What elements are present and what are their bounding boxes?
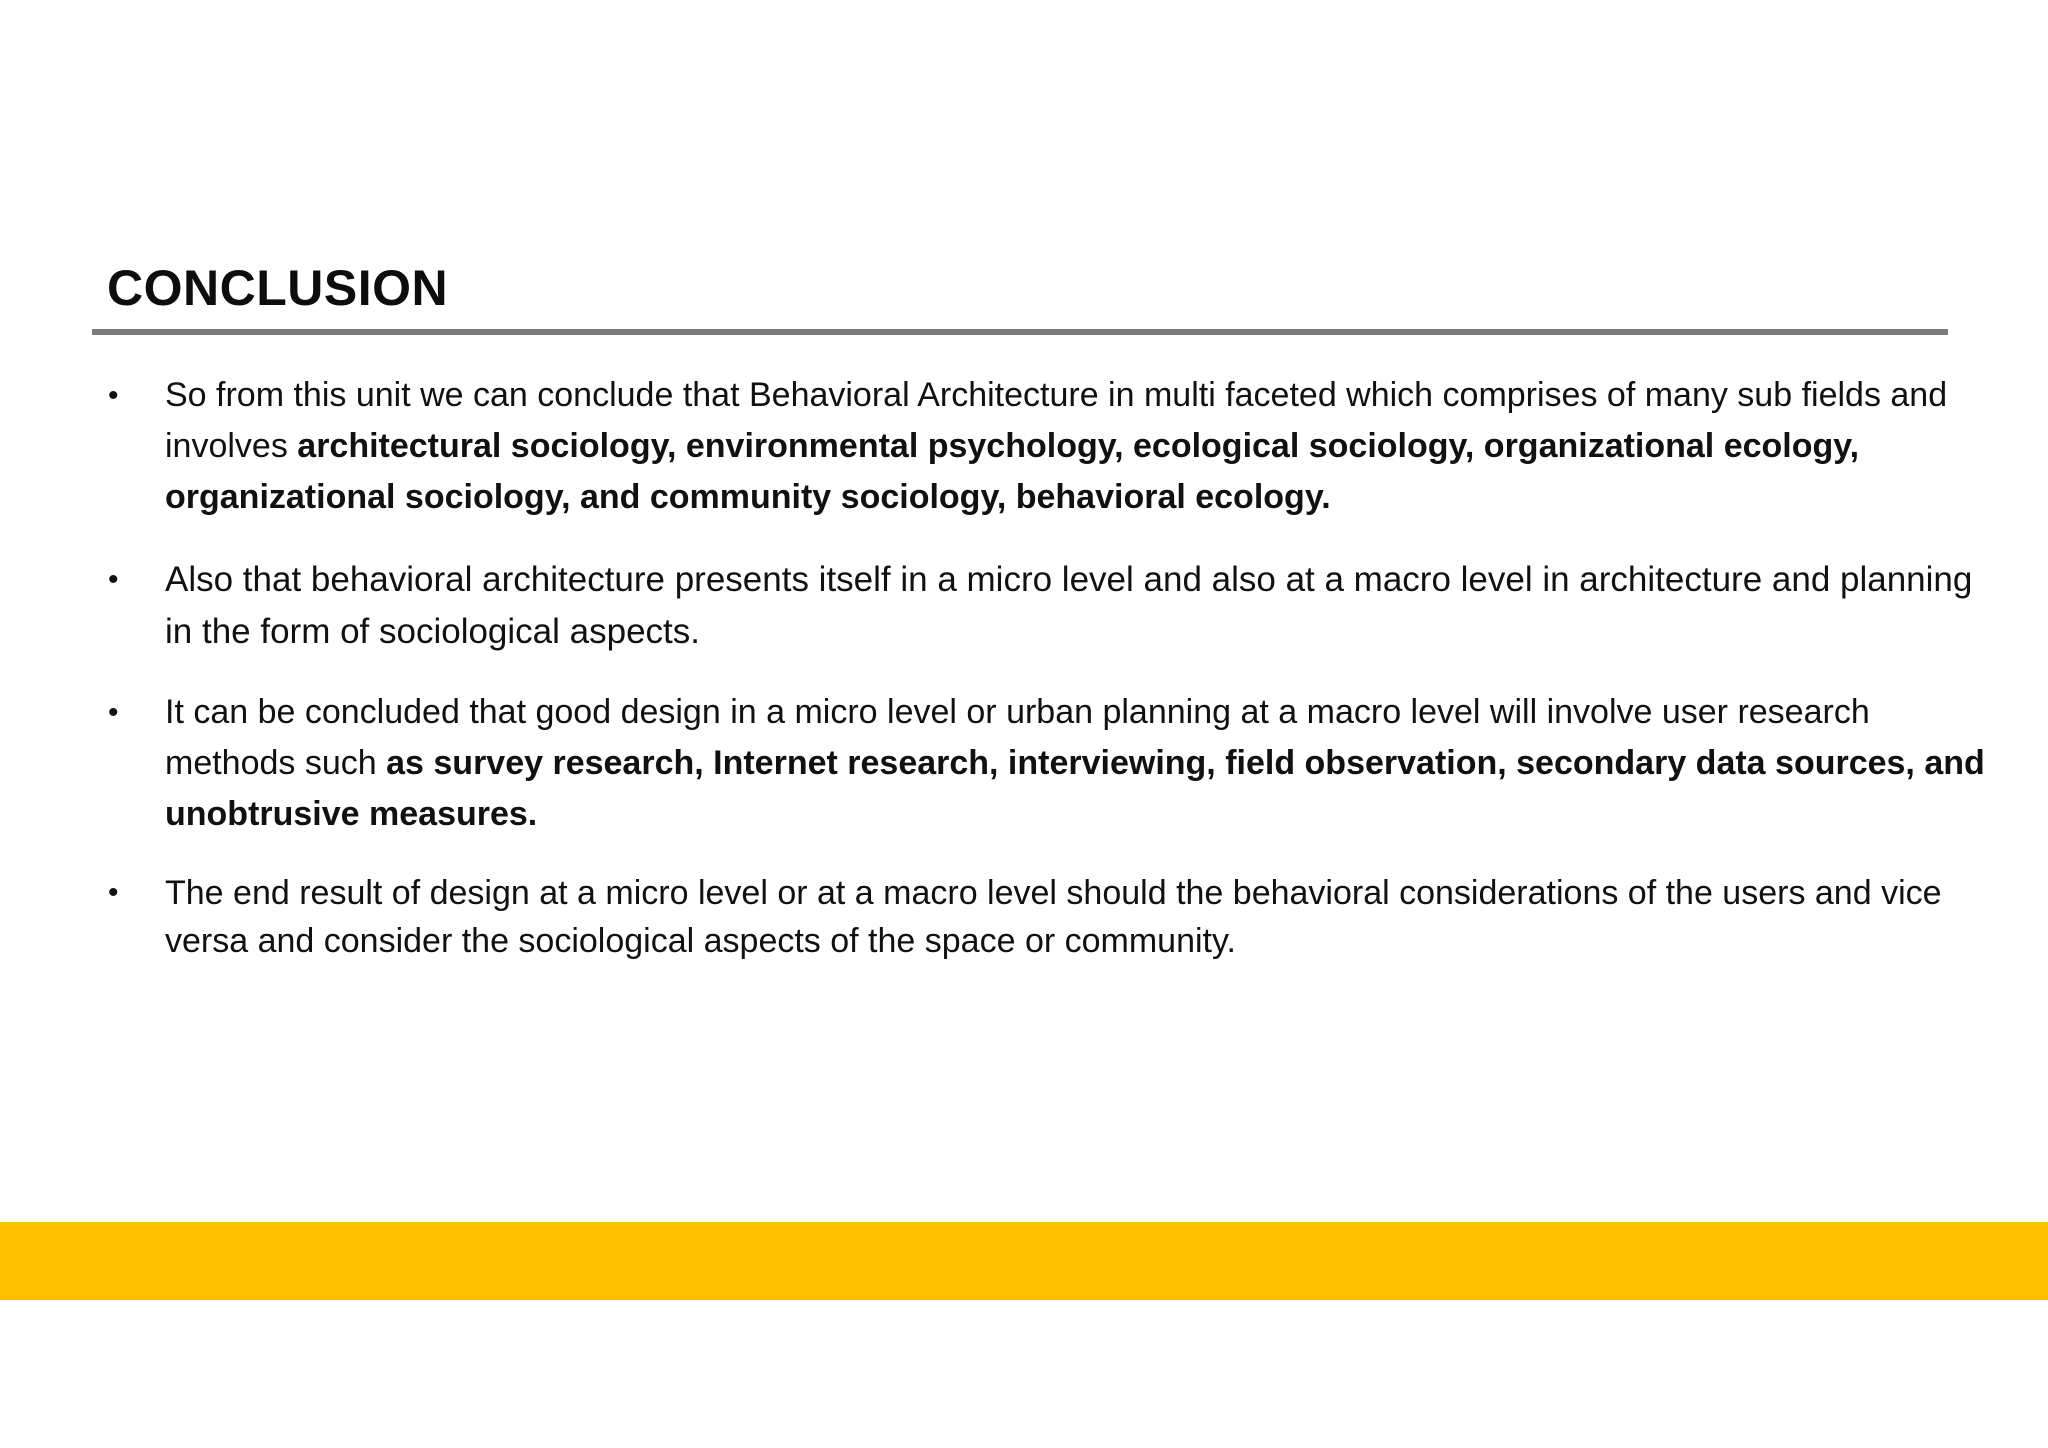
bullet-dot-icon: • bbox=[108, 876, 119, 909]
accent-band bbox=[0, 1222, 2048, 1300]
bullet-dot-icon: • bbox=[108, 379, 119, 412]
bullet-dot-icon: • bbox=[108, 563, 119, 596]
bullet-item bbox=[108, 869, 2008, 965]
slide-title: CONCLUSION bbox=[107, 260, 449, 316]
bullet-item bbox=[108, 370, 2008, 523]
bullet-list bbox=[108, 370, 2008, 996]
bullet-item bbox=[108, 554, 2008, 658]
bullet-bold-text: architectural sociology, environmental psychology, ecological sociology, organizational ecology, organizational sociology, and community sociology, behavioral ecology. bbox=[165, 427, 1860, 516]
bullet-dot-icon: • bbox=[108, 696, 119, 729]
title-underline bbox=[92, 329, 1948, 335]
bullet-item bbox=[108, 687, 2008, 840]
bullet-bold-text: as survey research, Internet research, interviewing, field observation, secondary data sources, and unobtrusive measures. bbox=[165, 744, 1985, 833]
bullet-text: So from this unit we can conclude that Behavioral Architecture in multi faceted which comprises of many sub fields and involves bbox=[165, 376, 1948, 465]
bullet-text: Also that behavioral architecture presents itself in a micro level and also at a macro level in architecture and planning in the form of sociological aspects. bbox=[165, 560, 1973, 651]
bullet-text: The end result of design at a micro level or at a macro level should the behavioral considerations of the users and vice versa and consider the sociological aspects of the space or community. bbox=[165, 874, 1942, 960]
bullet-text: It can be concluded that good design in a micro level or urban planning at a macro level will involve user research methods such bbox=[165, 693, 1870, 782]
